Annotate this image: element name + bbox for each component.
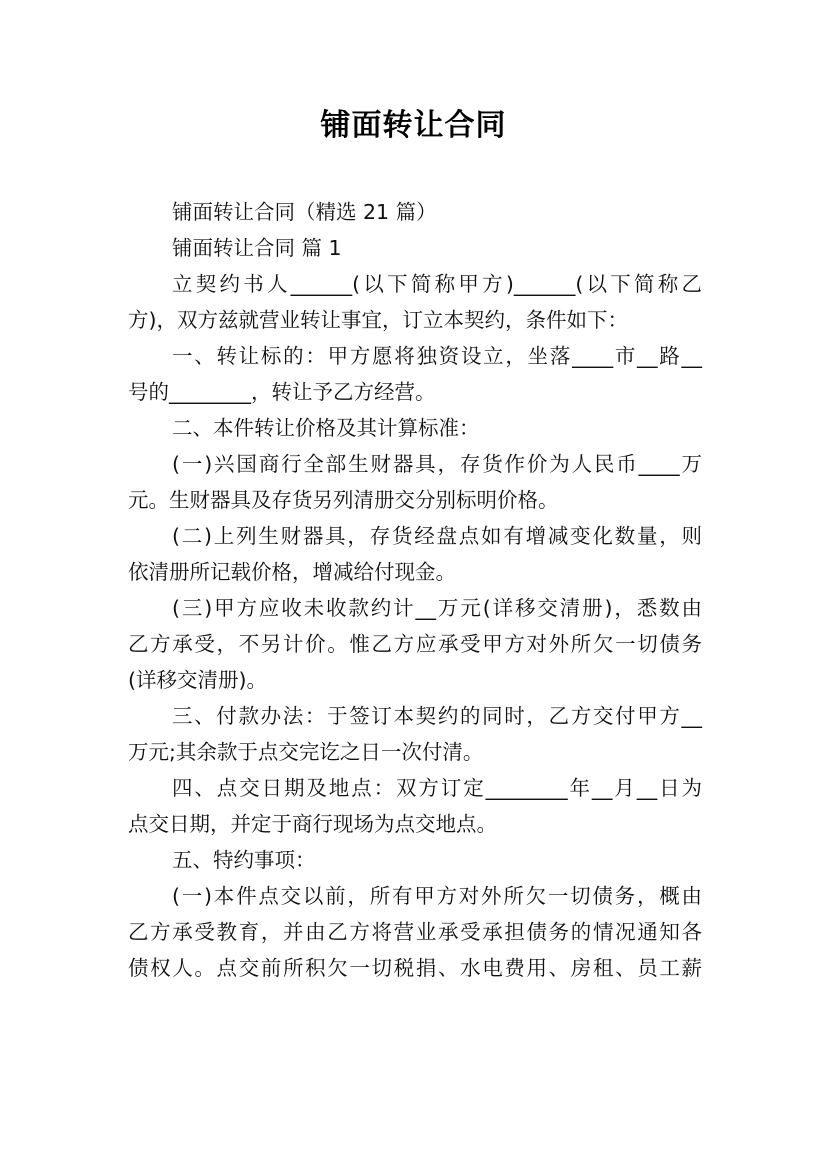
paragraph-line: 点交日期，并定于商行现场为点交地点。 [128,812,497,836]
paragraph-line: 三、付款办法：于签订本契约的同时，乙方交付甲方__ [172,704,702,728]
paragraph-line: (一)兴国商行全部生财器具，存货作价为人民币____万 [172,452,702,476]
paragraph-line: (详移交清册)。 [128,668,267,692]
paragraph-line: (三)甲方应收未收款约计__万元(详移交清册)，悉数由 [172,596,702,620]
paragraph-line: 债权人。点交前所积欠一切税捐、水电费用、房租、员工薪 [128,956,702,980]
section-heading: 铺面转让合同 篇 1 [172,236,342,260]
paragraph-line: 五、特约事项： [172,848,316,872]
paragraph-line: 方)，双方兹就营业转让事宜，订立本契约，条件如下： [128,308,628,332]
document-body [128,194,702,986]
paragraph-line: 元。生财器具及存货另列清册交分别标明价格。 [128,488,559,512]
paragraph-line: 依清册所记载价格，增减给付现金。 [128,560,456,584]
paragraph-line: 万元;其余款于点交完讫之日一次付清。 [128,740,484,764]
document-title: 铺面转让合同 [320,108,507,143]
paragraph-line: 一、转让标的：甲方愿将独资设立，坐落____市__路__ [172,344,702,368]
subtitle-line: 铺面转让合同（精选 21 篇） [172,200,437,224]
paragraph-line: 乙方承受教育，并由乙方将营业承受承担债务的情况通知各 [128,920,702,944]
paragraph-line: 立契约书人______(以下简称甲方)______(以下简称乙 [172,272,702,296]
paragraph-line: (一)本件点交以前，所有甲方对外所欠一切债务，概由 [172,884,702,908]
paragraph-line: 乙方承受，不另计价。惟乙方应承受甲方对外所欠一切债务 [128,632,702,656]
paragraph-line: (二)上列生财器具，存货经盘点如有增减变化数量，则 [172,524,702,548]
paragraph-line: 四、点交日期及地点：双方订定________年__月__日为 [172,776,702,800]
paragraph-line: 号的________，转让予乙方经营。 [128,380,436,404]
paragraph-line: 二、本件转让价格及其计算标准： [172,416,480,440]
